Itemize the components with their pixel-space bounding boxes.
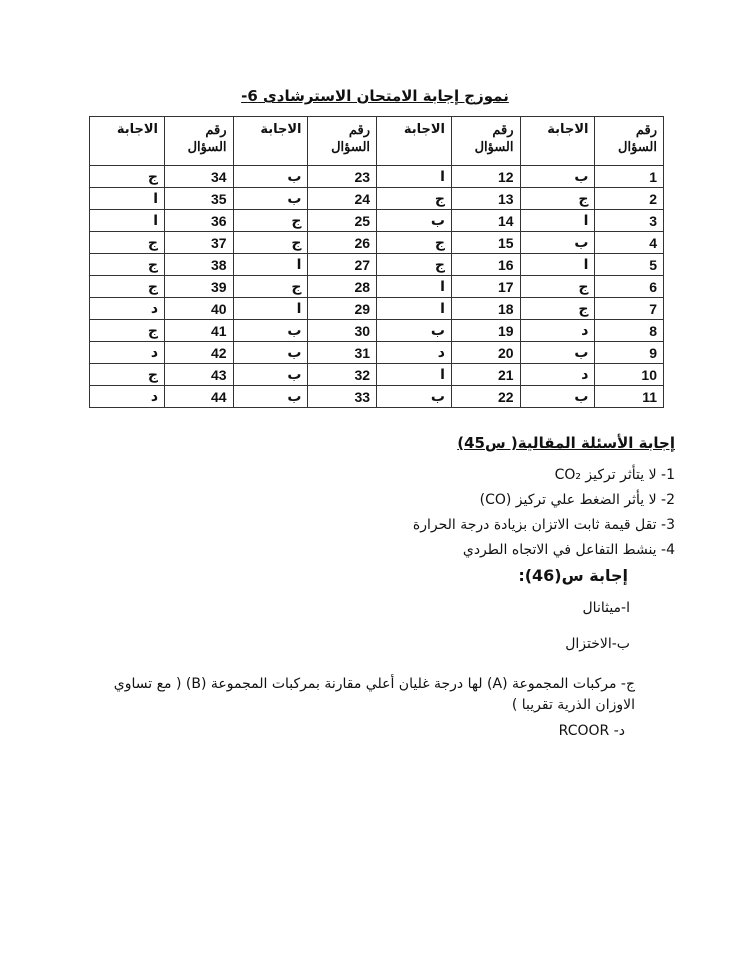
answer-cell: ج (90, 232, 165, 254)
header-cell: رقم السؤال (308, 117, 377, 166)
answer-cell: ب (233, 386, 308, 408)
question-number-cell: 2 (595, 188, 664, 210)
answer-cell: ب (520, 166, 595, 188)
list-item: 2- لا يأثر الضغط علي تركيز (CO) (479, 492, 675, 508)
question-number-cell: 9 (595, 342, 664, 364)
question-number-cell: 26 (308, 232, 377, 254)
header-cell: الاجابة (233, 117, 308, 166)
answer-cell: ج (90, 166, 165, 188)
question-number-cell: 32 (308, 364, 377, 386)
header-cell: رقم السؤال (595, 117, 664, 166)
question-number-cell: 31 (308, 342, 377, 364)
answer-cell: ج (377, 254, 452, 276)
question-number-cell: 25 (308, 210, 377, 232)
answer-cell: ج (520, 188, 595, 210)
table-row (90, 232, 664, 254)
list-item: 3- تقل قيمة ثابت الاتزان بزيادة درجة الحرارة (412, 517, 675, 533)
q46-answer-b: ب-الاختزال (565, 636, 630, 652)
answer-cell: ج (90, 254, 165, 276)
answer-cell: ب (520, 342, 595, 364)
answer-cell: ا (90, 210, 165, 232)
answer-cell: ب (233, 364, 308, 386)
answer-cell: ا (520, 254, 595, 276)
answer-cell: ا (377, 166, 452, 188)
answer-cell: ب (377, 320, 452, 342)
question-number-cell: 29 (308, 298, 377, 320)
question-number-cell: 27 (308, 254, 377, 276)
q46-answer-a: ا-ميثانال (582, 600, 630, 616)
question-number-cell: 20 (451, 342, 520, 364)
answer-cell: ا (90, 188, 165, 210)
table-row (90, 254, 664, 276)
page-title-wrap (0, 86, 750, 105)
question-number-cell: 15 (451, 232, 520, 254)
question-number-cell: 7 (595, 298, 664, 320)
table-row (90, 342, 664, 364)
question-number-cell: 34 (165, 166, 234, 188)
answer-cell: ج (233, 232, 308, 254)
header-cell: الاجابة (520, 117, 595, 166)
answer-cell: ج (233, 276, 308, 298)
table-row (90, 320, 664, 342)
answer-cell: ب (377, 386, 452, 408)
table-row (90, 364, 664, 386)
question-number-cell: 17 (451, 276, 520, 298)
answer-cell: ا (233, 254, 308, 276)
question-number-cell: 3 (595, 210, 664, 232)
answer-cell: ج (520, 276, 595, 298)
answer-cell: ج (520, 298, 595, 320)
answer-cell: ا (520, 210, 595, 232)
header-cell: رقم السؤال (451, 117, 520, 166)
question-number-cell: 28 (308, 276, 377, 298)
table-row (90, 210, 664, 232)
answer-cell: ج (377, 232, 452, 254)
question-number-cell: 21 (451, 364, 520, 386)
answer-cell: ج (90, 276, 165, 298)
q46-answer-d: د- RCOOR (558, 723, 625, 739)
question-number-cell: 36 (165, 210, 234, 232)
q46-answer-c: ج- مركبات المجموعة (A) لها درجة غليان أعلي مقارنة بمركبات المجموعة (B) ( مع تساوي الاوزان الذرية تقريبا ) (113, 676, 635, 713)
answer-cell: ج (377, 188, 452, 210)
q46-heading: إجابة س(46): (518, 566, 628, 585)
q45-answer-list (75, 463, 675, 563)
question-number-cell: 10 (595, 364, 664, 386)
answer-cell: ا (233, 298, 308, 320)
answer-cell: ج (233, 210, 308, 232)
question-number-cell: 6 (595, 276, 664, 298)
answer-cell: د (90, 386, 165, 408)
question-number-cell: 41 (165, 320, 234, 342)
answer-cell: ا (377, 276, 452, 298)
page-title: نموزج إجابة الامتحان الاسترشادى 6- (241, 87, 509, 105)
question-number-cell: 1 (595, 166, 664, 188)
header-cell: الاجابة (90, 117, 165, 166)
question-number-cell: 24 (308, 188, 377, 210)
question-number-cell: 14 (451, 210, 520, 232)
header-cell: رقم السؤال (165, 117, 234, 166)
table-row (90, 298, 664, 320)
question-number-cell: 19 (451, 320, 520, 342)
question-number-cell: 22 (451, 386, 520, 408)
answer-cell: ب (377, 210, 452, 232)
answer-cell: ب (233, 320, 308, 342)
question-number-cell: 37 (165, 232, 234, 254)
question-number-cell: 42 (165, 342, 234, 364)
question-number-cell: 8 (595, 320, 664, 342)
question-number-cell: 33 (308, 386, 377, 408)
question-number-cell: 39 (165, 276, 234, 298)
answer-cell: ج (90, 364, 165, 386)
table-row (90, 276, 664, 298)
question-number-cell: 40 (165, 298, 234, 320)
answer-cell: د (90, 298, 165, 320)
question-number-cell: 16 (451, 254, 520, 276)
question-number-cell: 38 (165, 254, 234, 276)
answer-cell: ب (233, 342, 308, 364)
answer-cell: د (90, 342, 165, 364)
table-row (90, 166, 664, 188)
answer-cell: ا (377, 298, 452, 320)
answer-cell: د (520, 320, 595, 342)
answer-cell: ب (233, 166, 308, 188)
answer-table (89, 116, 664, 408)
list-item: 4- ينشط التفاعل في الاتجاه الطردي (462, 542, 675, 558)
question-number-cell: 23 (308, 166, 377, 188)
answer-cell: د (377, 342, 452, 364)
question-number-cell: 4 (595, 232, 664, 254)
answer-cell: ج (90, 320, 165, 342)
table-row (90, 386, 664, 408)
essay-heading: إجابة الأسئلة المقالية( س45) (457, 434, 675, 452)
answer-cell: د (520, 364, 595, 386)
question-number-cell: 18 (451, 298, 520, 320)
table-header-row (90, 117, 664, 166)
question-number-cell: 13 (451, 188, 520, 210)
answer-cell: ا (377, 364, 452, 386)
question-number-cell: 5 (595, 254, 664, 276)
list-item: 1- لا يتأثر تركيز CO₂ (554, 467, 675, 483)
table-row (90, 188, 664, 210)
question-number-cell: 44 (165, 386, 234, 408)
question-number-cell: 12 (451, 166, 520, 188)
question-number-cell: 11 (595, 386, 664, 408)
answer-cell: ب (520, 386, 595, 408)
question-number-cell: 35 (165, 188, 234, 210)
question-number-cell: 43 (165, 364, 234, 386)
answer-cell: ب (233, 188, 308, 210)
answer-cell: ب (520, 232, 595, 254)
header-cell: الاجابة (377, 117, 452, 166)
question-number-cell: 30 (308, 320, 377, 342)
